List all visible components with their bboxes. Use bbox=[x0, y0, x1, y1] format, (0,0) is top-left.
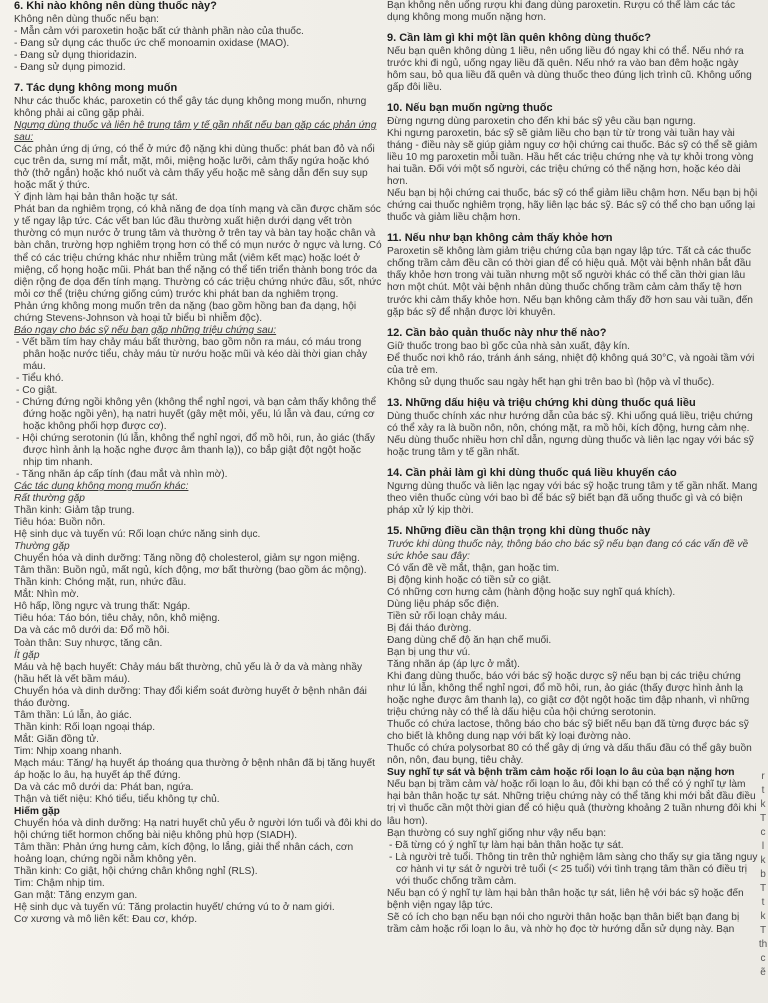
paragraph: Tim: Nhịp xoang nhanh. bbox=[14, 745, 122, 757]
right-column bbox=[387, 0, 760, 1003]
section-heading: 14. Cần phải làm gì khi dùng thuốc quá liều khuyến cáo bbox=[387, 466, 677, 479]
edge-letter: T bbox=[759, 813, 767, 824]
edge-letter: T bbox=[759, 883, 767, 894]
section-heading: 15. Những điều cần thận trọng khi dùng thuốc này bbox=[387, 524, 651, 537]
paragraph: Hệ sinh dục và tuyến vú: Rối loạn chức năng sinh dục. bbox=[14, 529, 261, 541]
left-column bbox=[14, 0, 383, 1003]
paragraph: Tâm thần: Buồn ngủ, mất ngủ, kích động, mơ bất thường (bao gồm ác mộng). bbox=[14, 565, 367, 577]
paragraph: Để thuốc nơi khô ráo, tránh ánh sáng, nhiệt độ không quá 30°C, và ngoài tầm với của trẻ em. bbox=[387, 352, 755, 376]
paragraph: Thần kinh: Co giật, hội chứng chân không nghỉ (RLS). bbox=[14, 866, 258, 878]
paragraph: Chuyển hóa và dinh dưỡng: Hạ natri huyết chủ yếu ở người lớn tuổi và đôi khi do hội chứng tiết hormon chống bài niệu không phù hợp (SIADH). bbox=[14, 817, 382, 841]
adjacent-page-edge bbox=[758, 770, 768, 980]
paragraph: Tâm thần: Phản ứng hưng cảm, kích động, lo lắng, giải thể nhân cách, cơn hoảng loạn, chứng ngồi nằm không yên. bbox=[14, 842, 354, 866]
paragraph: Nếu bạn có ý nghĩ tự làm hại bản thân hoặc tự sát, liên hệ với bác sỹ hoặc đến bệnh viện ngay lập tức. bbox=[387, 887, 744, 911]
paragraph: - Mẫn cảm với paroxetin hoặc bất cứ thành phần nào của thuốc. bbox=[14, 26, 304, 37]
paragraph: Thận và tiết niệu: Khó tiểu, tiểu không tự chủ. bbox=[14, 793, 220, 805]
edge-letter: r bbox=[761, 771, 765, 782]
paragraph: Da và các mô dưới da: Phát ban, ngứa. bbox=[14, 781, 194, 793]
paragraph: Nếu bạn bị trầm cảm và/ hoặc rối loạn lo âu, đôi khi bạn có thể có ý nghĩ tự làm hại bản thân hoặc tự sát. Những triệu chứng này có thể tăng khi mới bắt đầu điều trị vì thuốc cần một thời gian để có hiệu quả (thường khoảng 2 tuần nhưng đôi khi lâu hơn). bbox=[387, 779, 757, 827]
paragraph: Mắt: Giãn đồng tử. bbox=[14, 733, 99, 745]
paragraph: - Đang sử dụng các thuốc ức chế monoamin oxidase (MAO). bbox=[14, 38, 290, 50]
paragraph: - Đang sử dụng pimozid. bbox=[14, 62, 126, 74]
paragraph: Bạn không nên uống rượu khi đang dùng paroxetin. Rượu có thể làm các tác dụng không mong muốn nặng hơn. bbox=[387, 0, 736, 24]
edge-letter: k bbox=[760, 855, 766, 866]
section-heading: 10. Nếu bạn muốn ngừng thuốc bbox=[387, 102, 553, 115]
paragraph: Thần kinh: Chóng mặt, run, nhức đầu. bbox=[14, 577, 187, 589]
paragraph: Hệ sinh dục và tuyến vú: Tăng prolactin huyết/ chứng vú to ở nam giới. bbox=[14, 902, 335, 914]
edge-letter: c bbox=[760, 827, 766, 838]
paragraph: Tiêu hóa: Táo bón, tiêu chảy, nôn, khô miệng. bbox=[14, 613, 220, 625]
paragraph: Các phản ứng dị ứng, có thể ở mức độ nặng khi dùng thuốc: phát ban đỏ và nổi cục trên da, sưng mí mắt, mặt, môi, miệng hoặc lưỡi, cảm thấy ngứa hoặc khó thở (thở ngắn) hoặc khó nuốt và cảm thấy yếu hoặc mê sảng dẫn đến suy sụp hoặc mất ý thức. bbox=[14, 144, 375, 192]
frequency-label: Rất thường gặp bbox=[14, 493, 85, 505]
paragraph: Thuốc có chứa lactose, thông báo cho bác sỹ biết nếu bạn đã từng được bác sỹ cho biết là không dung nạp với bất kỳ loại đường nào. bbox=[387, 719, 749, 743]
paragraph: Cơ xương và mô liên kết: Đau cơ, khớp. bbox=[14, 914, 198, 926]
section-heading: 6. Khi nào không nên dùng thuốc này? bbox=[14, 0, 217, 12]
paragraph: Tim: Chậm nhịp tim. bbox=[14, 878, 105, 890]
frequency-label: Ít gặp bbox=[14, 649, 40, 661]
list-item: - Vết bầm tím hay chảy máu bất thường, bao gồm nôn ra máu, có máu trong phân hoặc nước tiểu, chảy máu từ nướu hoặc mũi và kéo dài thời gian chảy máu. bbox=[16, 336, 368, 372]
edge-letter: t bbox=[761, 785, 765, 796]
paragraph: Không sử dụng thuốc sau ngày hết hạn ghi trên bao bì (hộp và vỉ thuốc). bbox=[387, 376, 715, 388]
section-spacer bbox=[387, 224, 760, 232]
paragraph: Bị động kinh hoặc có tiền sử co giật. bbox=[387, 574, 552, 586]
paragraph: Dùng liệu pháp sốc điện. bbox=[387, 598, 500, 610]
frequency-label: Trước khi dùng thuốc này, thông báo cho bác sỹ nếu bạn đang có các vấn đề về sức khỏe sau đây: bbox=[387, 538, 749, 562]
section-heading: 7. Tác dụng không mong muốn bbox=[14, 82, 178, 95]
paragraph: Đừng ngưng dùng paroxetin cho đến khi bác sỹ yêu cầu bạn ngưng. bbox=[387, 116, 696, 128]
paragraph: Có những cơn hưng cảm (hành động hoặc suy nghĩ quá khích). bbox=[387, 586, 676, 598]
section-spacer bbox=[14, 74, 383, 82]
edge-letter: th bbox=[758, 939, 768, 950]
bold-subheading: Hiếm gặp bbox=[14, 805, 60, 817]
paragraph: Chuyển hóa và dinh dưỡng: Tăng nồng độ cholesterol, giảm sự ngon miệng. bbox=[14, 553, 360, 565]
paragraph: Có vấn đề về mắt, thận, gan hoặc tim. bbox=[387, 562, 560, 574]
paragraph: Bạn bị ung thư vú. bbox=[387, 647, 471, 659]
edge-letter: c bbox=[760, 953, 766, 964]
paragraph: Tăng nhãn áp (áp lực ở mắt). bbox=[387, 659, 520, 671]
edge-letter: l bbox=[761, 841, 765, 852]
paragraph: Đang dùng chế độ ăn hạn chế muối. bbox=[387, 635, 552, 647]
paragraph: Khi đang dùng thuốc, báo với bác sỹ hoặc dược sỹ nếu bạn bị các triệu chứng như lú lẫn, không thể nghỉ ngơi, đổ mồ hôi, run, ảo giác (thấy được hình ảnh lạ hoặc nghe được âm thanh lạ), co giật cơ đột ngột hoặc tim đập nhanh, vì những triệu chứng này có thể là dấu hiệu của hội chứng serotonin. bbox=[387, 671, 750, 719]
subheading: Ngưng dùng thuốc và liên hệ trung tâm y tế gần nhất nếu bạn gặp các phản ứng sau: bbox=[14, 120, 377, 144]
subheading: Báo ngay cho bác sỹ nếu bạn gặp những triệu chứng sau: bbox=[14, 324, 277, 336]
list-item: - Là người trẻ tuổi. Thông tin trên thử nghiệm lâm sàng cho thấy sự gia tăng nguy cơ hành vi tự sát ở người trẻ tuổi (< 25 tuổi) với tình trạng tâm thần có điều trị với thuốc chống trầm cảm. bbox=[389, 851, 758, 887]
paragraph: Paroxetin sẽ không làm giảm triệu chứng của bạn ngay lập tức. Tất cả các thuốc chống trầm cảm đều cần có thời gian để có hiệu quả. Một vài bệnh nhân bắt đầu thấy khỏe hơn trong vài tuần nhưng một số người khác có thể cần thời gian lâu hơn một chút. Một vài bệnh nhân dùng thuốc chống trầm cảm cảm thấy tệ hơn trước khi cảm thấy khỏe hơn. Nếu bạn không cảm thấy đỡ hơn sau vài tuần, đến gặp bác sỹ để nhận được lời khuyên. bbox=[387, 246, 753, 318]
paragraph: Tiêu hóa: Buồn nôn. bbox=[14, 517, 106, 529]
paragraph: Máu và hệ bạch huyết: Chảy máu bất thường, chủ yếu là ở da và màng nhầy (hầu hết là vết bầm máu). bbox=[14, 661, 363, 685]
list-item: - Đã từng có ý nghĩ tự làm hại bản thân hoặc tự sát. bbox=[389, 839, 624, 851]
paragraph: Thần kinh: Rối loạn ngoại tháp. bbox=[14, 721, 156, 733]
paragraph: Ngưng dùng thuốc và liên lạc ngay với bác sỹ hoặc trung tâm y tế gần nhất. Mang theo viên thuốc cùng với bao bì để bác sỹ biết bạn đã uống thuốc gì và có biện pháp xử lý kịp thời. bbox=[387, 480, 758, 516]
edge-letter: t bbox=[761, 897, 765, 908]
section-spacer bbox=[387, 517, 760, 525]
section-spacer bbox=[387, 94, 760, 102]
list-item: - Tăng nhãn áp cấp tính (đau mắt và nhìn mờ). bbox=[16, 469, 228, 481]
paragraph: Không nên dùng thuốc nếu bạn: bbox=[14, 13, 160, 25]
section-heading: 9. Cần làm gì khi một lần quên không dùng thuốc? bbox=[387, 32, 651, 45]
paragraph: Dùng thuốc chính xác như hướng dẫn của bác sỹ. Khi uống quá liều, triệu chứng có thể xảy ra là buồn nôn, nôn, chóng mặt, ra mồ hôi, kích động, hưng cảm nhẹ. Nếu dùng thuốc nhiều hơn chỉ dẫn, ngưng dùng thuốc và liên lạc ngay với bác sỹ hoặc trung tâm y tế gần nhất. bbox=[387, 410, 754, 458]
paragraph: Sẽ có ích cho bạn nếu bạn nói cho người thân hoặc bạn thân biết bạn đang bị trầm cảm hoặc rối loạn lo âu, và nhờ họ đọc tờ hướng dẫn sử dụng này. Bạn bbox=[387, 911, 740, 935]
paragraph: Phát ban da nghiêm trọng, có khả năng đe dọa tính mạng và cần được chăm sóc y tế ngay lập tức. Các vết ban lúc đầu thường xuất hiện dưới dạng vết tròn thường có mụn nước ở trung tâm và thường ở trên tay và bàn tay hoặc chân và bàn chân, trường hợp nghiêm trọng hơn có thể có mụn nước ở ngực và lưng. Có thể có các triệu chứng khác như nhiễm trùng mắt (viêm kết mạc) hoặc loét ở miệng, cổ họng hoặc mũi. Phát ban thể nặng có thể tiến triển thành bong tróc da diện rộng đe dọa đến tính mạng. Thường có các triệu chứng nhức đầu, sốt, nhức mỏi cơ thể (triệu chứng giống cúm) trước khi phát ban da nghiêm trọng. bbox=[14, 204, 382, 300]
paragraph: Phản ứng không mong muốn trên da nặng (bao gồm hồng ban đa dạng, hội chứng Stevens-Johnson và hoại tử biểu bì nhiễm độc). bbox=[14, 300, 357, 324]
paragraph: Mạch máu: Tăng/ hạ huyết áp thoáng qua thường ở bệnh nhân đã bị tăng huyết áp hoặc lo âu, hạ huyết áp thế đứng. bbox=[14, 757, 375, 781]
section-spacer bbox=[387, 24, 760, 32]
subheading: Các tác dụng không mong muốn khác: bbox=[14, 481, 189, 493]
edge-letter: k bbox=[760, 799, 766, 810]
paragraph: Hô hấp, lồng ngực và trung thất: Ngáp. bbox=[14, 601, 191, 613]
paragraph: Bạn thường có suy nghĩ giống như vậy nếu bạn: bbox=[387, 827, 607, 839]
paragraph: Mắt: Nhìn mờ. bbox=[14, 589, 79, 601]
list-item: - Tiểu khó. bbox=[16, 372, 64, 384]
paragraph: Bị đái tháo đường. bbox=[387, 623, 472, 634]
edge-letter: ẽ bbox=[760, 967, 766, 978]
paragraph: Khi ngưng paroxetin, bác sỹ sẽ giảm liều cho bạn từ từ trong vài tuần hay vài tháng - điều này sẽ giúp giảm nguy cơ hội chứng cai thuốc. Bác sỹ có thể sẽ giảm liều 10 mg paroxetin mỗi tuần. Hầu hết các triệu chứng nhẹ và tự khỏi trong vòng hai tuần. Đối với một số người, các triệu chứng có thể nặng hơn, hoặc kéo dài hơn. bbox=[387, 128, 758, 188]
section-spacer bbox=[387, 319, 760, 327]
section-heading: 12. Cần bảo quản thuốc này như thế nào? bbox=[387, 326, 607, 339]
frequency-label: Thường gặp bbox=[14, 541, 70, 553]
paragraph: Da và các mô dưới da: Đổ mồ hôi. bbox=[14, 625, 170, 637]
paragraph: Tiền sử rối loạn chảy máu. bbox=[387, 610, 508, 622]
list-item: - Co giật. bbox=[16, 384, 58, 396]
edge-letter: b bbox=[760, 869, 766, 880]
paragraph: Tâm thần: Lú lẫn, ảo giác. bbox=[14, 709, 132, 721]
section-spacer bbox=[387, 459, 760, 467]
section-spacer bbox=[387, 389, 760, 397]
paragraph: - Đang sử dụng thioridazin. bbox=[14, 50, 137, 62]
paragraph: Thuốc có chứa polysorbat 80 có thể gây dị ứng và dấu thấu đầu có thể gây buồn nôn, nôn, đau bụng, tiêu chảy. bbox=[387, 743, 752, 767]
list-item: - Hội chứng serotonin (lú lẫn, không thể nghỉ ngơi, đổ mồ hôi, run, ảo giác (thấy được hình ảnh lạ hoặc nghe được âm thanh lạ)), co bắp giật đột ngột hoặc nhịp tim nhanh. bbox=[16, 432, 375, 469]
paragraph: Nếu bạn bị hội chứng cai thuốc, bác sỹ có thể giảm liều chậm hơn. Nếu bạn bị hội chứng cai thuốc nghiêm trọng, hãy liên lạc bác sỹ. Bác sỹ có thể cho bạn uống lại thuốc và giảm liều chậm hơn. bbox=[387, 188, 758, 224]
paragraph: Giữ thuốc trong bao bì gốc của nhà sản xuất, đậy kín. bbox=[387, 340, 630, 352]
edge-letter: k bbox=[760, 911, 766, 922]
edge-letter: T bbox=[759, 925, 767, 936]
bold-subheading: Suy nghĩ tự sát và bệnh trầm cảm hoặc rối loạn lo âu của bạn nặng hơn bbox=[387, 767, 735, 779]
paragraph: Thần kinh: Giảm tập trung. bbox=[14, 505, 135, 517]
section-heading: 11. Nếu như bạn không cảm thấy khỏe hơn bbox=[387, 232, 613, 245]
paragraph: Gan mật: Tăng enzym gan. bbox=[14, 890, 138, 902]
list-item: - Chứng đứng ngồi không yên (không thể nghỉ ngơi, và bạn cảm thấy không thể đứng hoặc ngồi yên), hạ natri huyết (gây mệt mỏi, yếu, lú lẫn và đau, cứng cơ hoặc không phối hợp được cơ). bbox=[16, 396, 377, 432]
paragraph: Toàn thân: Suy nhược, tăng cân. bbox=[14, 637, 163, 649]
section-heading: 13. Những dấu hiệu và triệu chứng khi dùng thuốc quá liều bbox=[387, 396, 696, 409]
paragraph: Như các thuốc khác, paroxetin có thể gây tác dụng không mong muốn, nhưng không phải ai cũng gặp phải. bbox=[14, 96, 367, 120]
paragraph: Chuyển hóa và dinh dưỡng: Thay đổi kiểm soát đường huyết ở bệnh nhân đái tháo đường. bbox=[14, 685, 367, 709]
paragraph: Nếu bạn quên không dùng 1 liều, nên uống liều đó ngay khi có thể. Nếu nhớ ra trước khi đi ngủ, uống ngay liều đã quên. Nếu nhớ ra vào ban đêm hoặc ngày hôm sau, bỏ qua liều đã quên và dùng thuốc theo đúng lịch trình cũ. Không uống gấp đôi liều. bbox=[387, 46, 752, 94]
paragraph: Ý định làm hại bản thân hoặc tự sát. bbox=[14, 192, 178, 204]
